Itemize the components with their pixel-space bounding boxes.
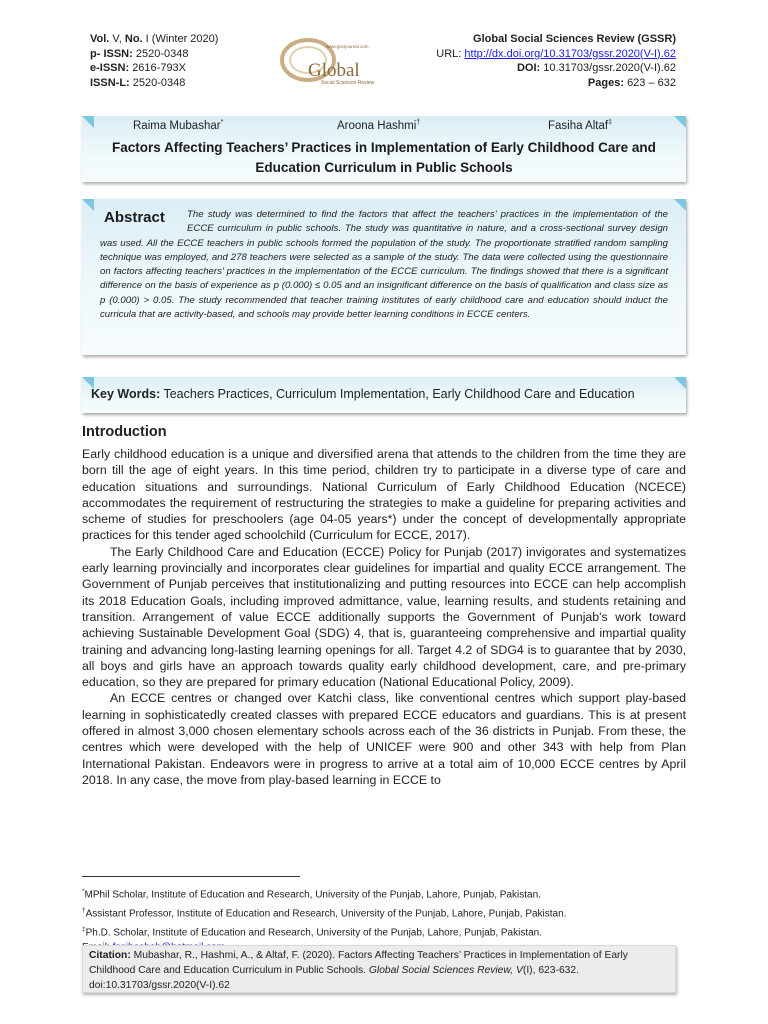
title-banner [82,116,686,182]
journal-name: Global Social Sciences Review (GSSR) [473,33,676,45]
author-2: Aroona Hashmi† [337,119,421,132]
section-heading: Introduction [82,424,167,440]
paragraph: Early childhood education is a unique and diversified arena that attends to the children from the time they are born till the age of eight years. In this time period, children try to participate in a diverse type of care and education situations and surroundings. National Curriculum of Early Childhood Education (NCECE) accommodates the requirement of restructuring the strategies to make a guideline for preparing activities and scheme of studies for preschoolers (age 04-05 years*) under the concept of developmentally appropriate practices for this tender aged schoolchild (Curriculum for ECCE, 2017). [82,447,686,543]
author-3: Fasiha Altaf‡ [548,119,612,132]
journal-meta [436,32,676,90]
paragraph: The Early Childhood Care and Education (ECCE) Policy for Punjab (2017) invigorates and systematizes early learning provincially and incorporates clear guidelines for impartial and quality ECCE arrangement. The Government of Punjab perceives that institutionalizing and putting resources into ECCE can help accomplish its 2018 Education Goals, including improved admittance, value, learning results, and students retaining and transition. Arrangement of value ECCE additionally supports the Government of Punjab's work toward achieving Sustainable Development Goal (SDG) 4, that is, guaranteeing comprehensive and impartial quality training and advancing long-lasting learning openings for all. Target 4.2 of SDG4 is to guarantee that by 2030, all boys and girls have an approach towards quality early childhood development, care, and pre-primary education, so they are prepared for primary education (National Educational Policy, 2009). [82,544,686,690]
doi-line: DOI: 10.31703/gssr.2020(V-I).62 [516,62,676,74]
citation-journal: Global Social Sciences Review, [368,965,514,976]
introduction-body [82,446,686,788]
pages-line: Pages: 623 – 632 [587,76,676,89]
abstract-label: Abstract [104,209,165,226]
journal-issue-info [90,32,218,90]
footnote: †Assistant Professor, Institute of Education and Research, University of the Punjab, Lahore, Punjab, Pakistan. [82,906,567,920]
pissn-line: p- ISSN: 2520-0348 [90,47,189,60]
eissn-line: e-ISSN: 2616-793X [90,62,187,74]
citation-label: Citation: [89,950,131,961]
doi-url-link[interactable]: http://dx.doi.org/10.31703/gssr.2020(V-I).62 [464,47,676,60]
footnote: *MPhil Scholar, Institute of Education and Research, University of the Punjab, Lahore, Punjab, Pakistan. [82,888,541,901]
logo-tagline-text: Social Sciences Review [321,80,375,86]
paragraph: An ECCE centres or changed over Katchi class, like conventional centres which support play-based learning in sophisticatedly created classes with prepared ECCE educators and guardians. This is at present offered in almost 3,000 chosen elementary schools across each of the 36 districts in Punjab. From these, the centres which were developed with the help of UNICEF were 900 and other 343 with help from Plan International Pakistan. Endeavors were in progress to arrive at a total aim of 10,000 ECCE centres by April 2018. In any case, the move from play-based learning in ECCE to [82,691,686,787]
logo-name-text: Global [308,60,360,81]
citation-box: Citation: Mubashar, R., Hashmi, A., & Altaf, F. (2020). Factors Affecting Teachers’ Practices in Implementation of Early Childhood Care and Education Curriculum in Public Schools. Global Social Sciences Review, V(I), 623-632. doi:10.31703/gssr.2020(V-I).62 [82,945,676,993]
paper-title: Factors Affecting Teachers’ Practices in Implementation of Early Childhood Care and Education Curriculum in Public Schools [112,140,656,175]
footnote-divider [82,876,300,877]
footnote: ‡Ph.D. Scholar, Institute of Education and Research, University of the Punjab, Lahore, Punjab, Pakistan. [82,925,543,938]
abstract-box [82,199,686,355]
logo-site-text: www.gssrjournal.com [326,44,369,49]
volume-line: Vol. V, No. I (Winter 2020) [90,33,219,45]
keywords: Key Words: Teachers Practices, Curriculum Implementation, Early Childhood Care and Education [91,387,635,401]
author-1: Raima Mubashar* [133,119,224,132]
keywords-box [82,377,686,413]
url-line: URL: http://dx.doi.org/10.31703/gssr.2020(V-I).62 [436,47,676,60]
journal-logo [278,36,388,86]
citation-volume: V [516,965,523,976]
issnl-line: ISSN-L: 2520-0348 [90,76,186,89]
abstract-text: The study was determined to find the factors that affect the teachers’ practices in the implementation of the ECCE curriculum in public schools. The study was quantitative in nature, and a cross-sectional survey design was used. All the ECCE teachers in public schools formed the population of the study. The proportionate stratified random sampling technique was employed, and 278 teachers were selected as a sample of the study. The data were collected using the questionnaire on factors affecting teachers’ practices in the implementation of the ECCE curriculum. The findings showed that there is a significant difference on the basis of experience as p (0.000) ≤ 0.05 and an insignificant difference on the basis of qualification and class size as p (0.000) > 0.05. The study recommended that teacher training institutes of early childhood care and education should induct the curricula that are activity-based, and schools may provide better learning conditions in ECCE centers. [100,209,668,321]
